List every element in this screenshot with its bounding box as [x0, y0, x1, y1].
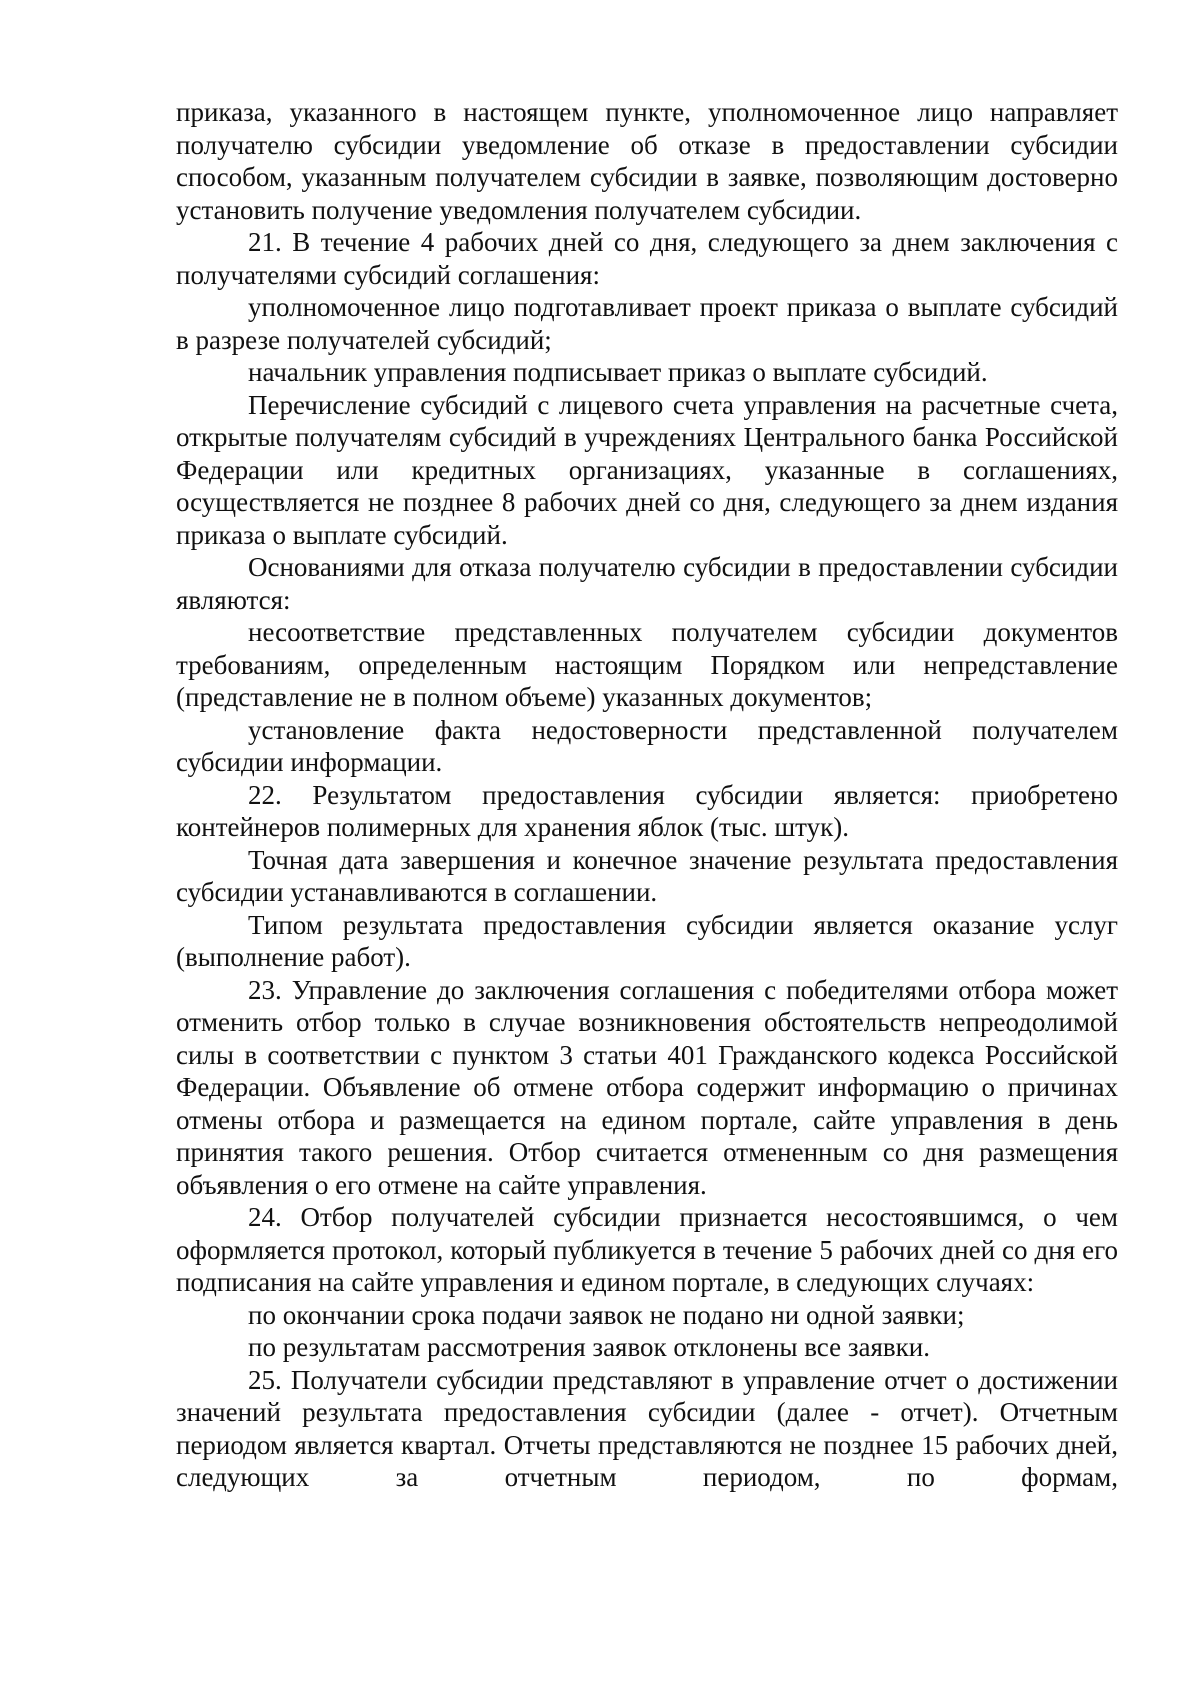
paragraph-result-type: Типом результата предоставления субсидии является оказание услуг (выполнение работ).	[176, 909, 1118, 972]
paragraph-item-21: 21. В течение 4 рабочих дней со дня, следующего за днем заключения с получателями субсидий соглашения:	[176, 227, 1118, 290]
paragraph-all-rejected: по результатам рассмотрения заявок отклонены все заявки.	[248, 1332, 930, 1362]
paragraph-noncompliance: несоответствие представленных получателем субсидии документов требованиям, определенным настоящим Порядком или непредставление (представление не в полном объеме) указанных документов;	[176, 617, 1118, 712]
document-page	[176, 96, 1118, 1494]
paragraph-draft-order: уполномоченное лицо подготавливает проект приказа о выплате субсидий в разрезе получателей субсидий;	[176, 292, 1118, 355]
paragraph-sign-order: начальник управления подписывает приказ о выплате субсидий.	[248, 357, 988, 387]
paragraph-unreliable-info: установление факта недостоверности представленной получателем субсидии информации.	[176, 714, 1118, 777]
paragraph-item-25: 25. Получатели субсидии представляют в управление отчет о достижении значений результата предоставления субсидии (далее - отчет). Отчетным периодом является квартал. Отчеты представляются не позднее 15 рабочих дней, следующих за отчетным периодом, по формам,	[176, 1364, 1118, 1492]
paragraph-item-22: 22. Результатом предоставления субсидии является: приобретено контейнеров полимерных для хранения яблок (тыс. штук).	[176, 779, 1118, 842]
paragraph-item-23: 23. Управление до заключения соглашения с победителями отбора может отменить отбор только в случае возникновения обстоятельств непреодолимой силы в соответствии с пунктом 3 статьи 401 Гражданского кодекса Российской Федерации. Объявление об отмене отбора содержит информацию о причинах отмены отбора и размещается на едином портале, сайте управления в день принятия такого решения. Отбор считается отмененным со дня размещения объявления о его отмене на сайте управления.	[176, 974, 1118, 1200]
paragraph-item-24: 24. Отбор получателей субсидии признается несостоявшимся, о чем оформляется протокол, который публикуется в течение 5 рабочих дней со дня его подписания на сайте управления и едином портале, в следующих случаях:	[176, 1202, 1118, 1297]
paragraph-no-applications: по окончании срока подачи заявок не подано ни одной заявки;	[248, 1299, 965, 1330]
paragraph-refusal-grounds: Основаниями для отказа получателю субсидии в предоставлении субсидии являются:	[176, 552, 1118, 615]
paragraph-result-date: Точная дата завершения и конечное значение результата предоставления субсидии устанавливаются в соглашении.	[176, 844, 1118, 907]
paragraph-continuation: приказа, указанного в настоящем пункте, уполномоченное лицо направляет получателю субсидии уведомление об отказе в предоставлении субсидии способом, указанным получателем субсидии в заявке, позволяющим достоверно установить получение уведомления получателем субсидии.	[176, 97, 1118, 225]
paragraph-transfer: Перечисление субсидий с лицевого счета управления на расчетные счета, открытые получателям субсидий в учреждениях Центрального банка Российской Федерации или кредитных организациях, указанные в соглашениях, осуществляется не позднее 8 рабочих дней со дня, следующего за днем издания приказа о выплате субсидий.	[176, 389, 1118, 550]
